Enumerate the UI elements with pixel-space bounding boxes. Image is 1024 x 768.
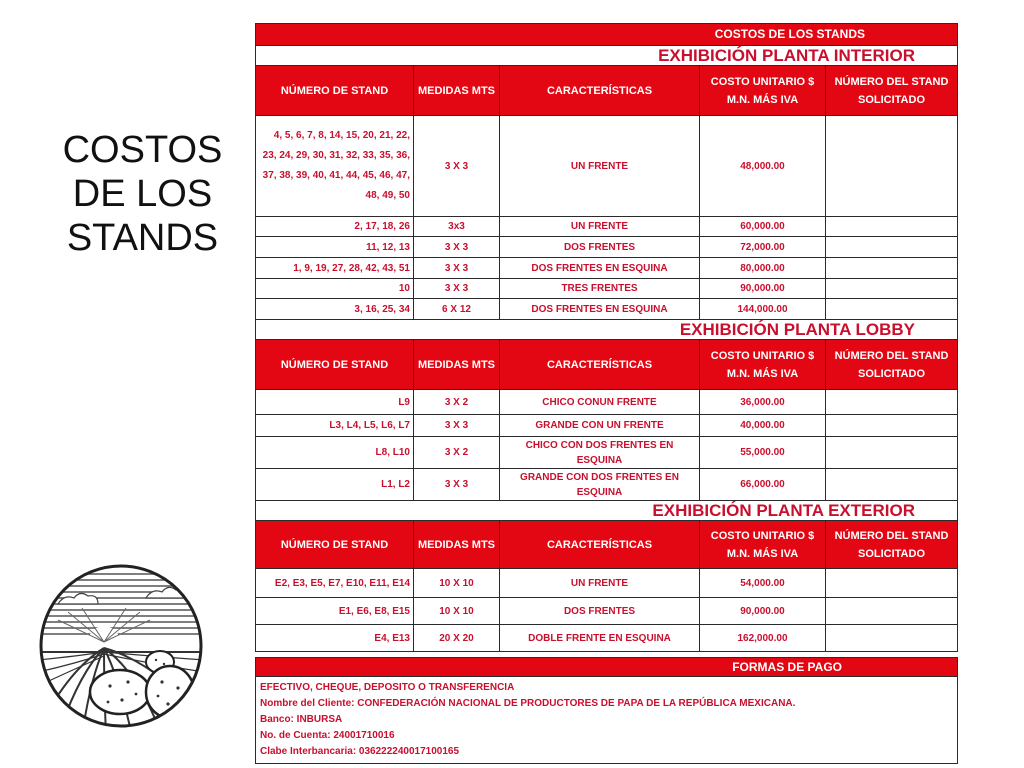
table-row	[256, 415, 958, 437]
cell-costo: 90,000.00	[700, 279, 826, 299]
table-row	[256, 437, 958, 469]
table-row	[256, 299, 958, 320]
payment-line-methods: EFECTIVO, CHEQUE, DEPOSITO O TRANSFERENCIA	[260, 682, 515, 693]
cell-stand: 3, 16, 25, 34	[256, 299, 414, 320]
table-row	[256, 469, 958, 501]
cell-medidas: 10 X 10	[414, 569, 500, 598]
header-stand: NÚMERO DE STAND	[256, 521, 414, 569]
cell-costo: 162,000.00	[700, 625, 826, 652]
header-costo: COSTO UNITARIO $ M.N. MÁS IVA	[700, 340, 826, 390]
cell-stand: L8, L10	[256, 437, 414, 469]
section-title-row	[256, 320, 958, 340]
header-stand: NÚMERO DE STAND	[256, 340, 414, 390]
table-row	[256, 116, 958, 217]
cell-medidas: 3 X 3	[414, 116, 500, 217]
table-row	[256, 279, 958, 299]
section-title-row	[256, 46, 958, 66]
potato-field-logo-icon	[38, 560, 204, 732]
payment-line-account: No. de Cuenta: 24001710016	[260, 730, 395, 741]
header-medidas: MEDIDAS MTS	[414, 340, 500, 390]
table-row	[256, 217, 958, 237]
table-row	[256, 237, 958, 258]
payment-info	[256, 677, 958, 764]
cell-stand: 2, 17, 18, 26	[256, 217, 414, 237]
payment-title: FORMAS DE PAGO	[256, 658, 958, 677]
cell-caracteristicas: UN FRENTE	[500, 569, 700, 598]
cell-costo: 72,000.00	[700, 237, 826, 258]
cell-medidas: 3 X 2	[414, 437, 500, 469]
table-row	[256, 390, 958, 415]
cell-costo: 55,000.00	[700, 437, 826, 469]
cell-solicitado[interactable]	[826, 598, 958, 625]
header-row	[256, 340, 958, 390]
cell-caracteristicas: TRES FRENTES	[500, 279, 700, 299]
cell-costo: 80,000.00	[700, 258, 826, 279]
cell-costo: 36,000.00	[700, 390, 826, 415]
cell-stand: E2, E3, E5, E7, E10, E11, E14	[256, 569, 414, 598]
cell-caracteristicas: DOS FRENTES EN ESQUINA	[500, 299, 700, 320]
cell-costo: 66,000.00	[700, 469, 826, 501]
cell-caracteristicas: DOBLE FRENTE EN ESQUINA	[500, 625, 700, 652]
section-title-lobby: EXHIBICIÓN PLANTA LOBBY	[256, 320, 958, 340]
header-solicitado: NÚMERO DEL STAND SOLICITADO	[826, 521, 958, 569]
cell-solicitado[interactable]	[826, 237, 958, 258]
cell-solicitado[interactable]	[826, 390, 958, 415]
header-row	[256, 66, 958, 116]
header-row	[256, 521, 958, 569]
cell-costo: 40,000.00	[700, 415, 826, 437]
payment-info-row	[256, 677, 958, 764]
cell-solicitado[interactable]	[826, 217, 958, 237]
page-title-line-1: COSTOS	[62, 129, 223, 171]
header-stand: NÚMERO DE STAND	[256, 66, 414, 116]
section-title-interior: EXHIBICIÓN PLANTA INTERIOR	[256, 46, 958, 66]
cell-stand: L3, L4, L5, L6, L7	[256, 415, 414, 437]
cell-solicitado[interactable]	[826, 469, 958, 501]
header-medidas: MEDIDAS MTS	[414, 521, 500, 569]
cell-caracteristicas: UN FRENTE	[500, 116, 700, 217]
cell-stand: 11, 12, 13	[256, 237, 414, 258]
cell-solicitado[interactable]	[826, 625, 958, 652]
page-title-line-2: DE LOS	[72, 173, 213, 215]
cell-costo: 60,000.00	[700, 217, 826, 237]
stand-costs-table	[255, 23, 958, 764]
cell-medidas: 6 X 12	[414, 299, 500, 320]
cell-solicitado[interactable]	[826, 415, 958, 437]
cell-stand: E1, E6, E8, E15	[256, 598, 414, 625]
header-medidas: MEDIDAS MTS	[414, 66, 500, 116]
payment-line-bank: Banco: INBURSA	[260, 714, 343, 725]
header-solicitado: NÚMERO DEL STAND SOLICITADO	[826, 66, 958, 116]
header-caracteristicas: CARACTERÍSTICAS	[500, 521, 700, 569]
cell-stand: L9	[256, 390, 414, 415]
payment-line-client: Nombre del Cliente: CONFEDERACIÓN NACIONAL DE PRODUCTORES DE PAPA DE LA REPÚBLICA MEXICANA.	[260, 698, 796, 709]
cell-caracteristicas: UN FRENTE	[500, 217, 700, 237]
cell-costo: 48,000.00	[700, 116, 826, 217]
page-title-line-3: STANDS	[66, 217, 219, 259]
cell-medidas: 3x3	[414, 217, 500, 237]
header-caracteristicas: CARACTERÍSTICAS	[500, 340, 700, 390]
cell-medidas: 3 X 3	[414, 469, 500, 501]
cell-stand: E4, E13	[256, 625, 414, 652]
cell-solicitado[interactable]	[826, 116, 958, 217]
cell-medidas: 3 X 3	[414, 258, 500, 279]
payment-title-row	[256, 658, 958, 677]
cell-caracteristicas: GRANDE CON DOS FRENTES EN ESQUINA	[500, 469, 700, 501]
cell-medidas: 3 X 3	[414, 279, 500, 299]
table-row	[256, 569, 958, 598]
cell-stand: 4, 5, 6, 7, 8, 14, 15, 20, 21, 22, 23, 24, 29, 30, 31, 32, 33, 35, 36, 37, 38, 39, 40, 41, 44, 45, 46, 47, 48, 49, 50	[256, 116, 414, 217]
table-title-row	[256, 24, 958, 46]
cell-solicitado[interactable]	[826, 258, 958, 279]
cell-costo: 90,000.00	[700, 598, 826, 625]
cell-caracteristicas: DOS FRENTES EN ESQUINA	[500, 258, 700, 279]
cell-caracteristicas: CHICO CON DOS FRENTES EN ESQUINA	[500, 437, 700, 469]
header-costo: COSTO UNITARIO $ M.N. MÁS IVA	[700, 521, 826, 569]
cell-caracteristicas: CHICO CONUN FRENTE	[500, 390, 700, 415]
table-title: COSTOS DE LOS STANDS	[256, 24, 958, 46]
cell-medidas: 10 X 10	[414, 598, 500, 625]
cell-solicitado[interactable]	[826, 437, 958, 469]
cell-caracteristicas: DOS FRENTES	[500, 598, 700, 625]
cell-stand: 1, 9, 19, 27, 28, 42, 43, 51	[256, 258, 414, 279]
table-row	[256, 258, 958, 279]
cell-caracteristicas: DOS FRENTES	[500, 237, 700, 258]
cell-stand: 10	[256, 279, 414, 299]
section-title-row	[256, 501, 958, 521]
cell-solicitado[interactable]	[826, 299, 958, 320]
section-title-exterior: EXHIBICIÓN PLANTA EXTERIOR	[256, 501, 958, 521]
cell-costo: 54,000.00	[700, 569, 826, 598]
cell-medidas: 3 X 3	[414, 237, 500, 258]
header-costo: COSTO UNITARIO $ M.N. MÁS IVA	[700, 66, 826, 116]
page-title	[40, 128, 245, 260]
payment-line-clabe: Clabe Interbancaria: 036222240017100165	[260, 746, 460, 757]
cell-medidas: 3 X 2	[414, 390, 500, 415]
header-solicitado: NÚMERO DEL STAND SOLICITADO	[826, 340, 958, 390]
cell-solicitado[interactable]	[826, 279, 958, 299]
table-row	[256, 598, 958, 625]
header-caracteristicas: CARACTERÍSTICAS	[500, 66, 700, 116]
cell-medidas: 3 X 3	[414, 415, 500, 437]
cell-stand: L1, L2	[256, 469, 414, 501]
table-row	[256, 625, 958, 652]
cell-costo: 144,000.00	[700, 299, 826, 320]
cell-caracteristicas: GRANDE CON UN FRENTE	[500, 415, 700, 437]
cell-solicitado[interactable]	[826, 569, 958, 598]
cell-medidas: 20 X 20	[414, 625, 500, 652]
